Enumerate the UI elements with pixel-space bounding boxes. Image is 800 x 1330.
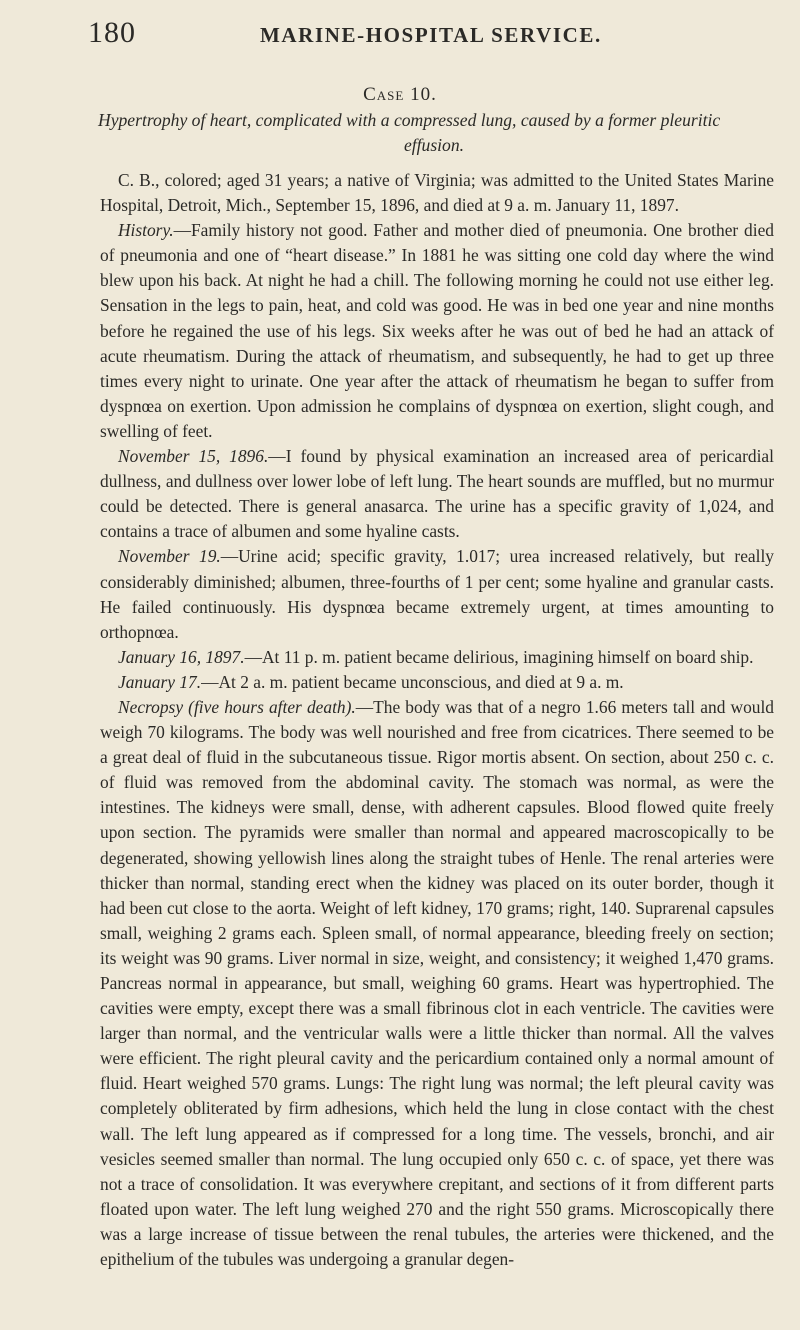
paragraph-nov-15: [100, 444, 774, 544]
paragraph-lead: History.: [118, 220, 174, 241]
paragraph-jan-17: [100, 670, 774, 695]
paragraph-history: [100, 218, 774, 444]
paragraph-nov-19: [100, 544, 774, 644]
subtitle-line-2: effusion.: [403, 135, 465, 155]
paragraph-necropsy: [100, 695, 774, 1272]
paragraph-text: —At 11 p. m. patient became delirious, imagining himself on board ship.: [244, 646, 754, 667]
paragraph-text: C. B., colored; aged 31 years; a native of Virginia; was admitted to the United States Marine Hospital, Detroit, Mich., September 15, 1896, and died at 9 a. m. January 11, 1897.: [100, 170, 774, 216]
paragraph-intro: [100, 168, 774, 218]
paragraph-lead: November 15, 1896.: [118, 446, 269, 467]
page-number: 180: [88, 16, 136, 49]
paragraph-lead: Necropsy (five hours after death).: [118, 696, 356, 717]
case-title: Case 10.: [363, 84, 437, 105]
case-subtitle: [98, 108, 770, 158]
paragraph-text: —Family history not good. Father and mother died of pneumonia. One brother died of pneumonia and one of “heart disease.” In 1881 he was sitting one cold day where the wind blew upon his back. At night he had a chill. The following morning he could not use either leg. Sensation in the legs to pain, heat, and cold was good. He was in bed one year and nine months before he regained the use of his legs. Six weeks after he was out of bed he had an attack of acute rheumatism. During the attack of rheumatism, and subsequently, he had to get up three times every night to urinate. One year after the attack of rheumatism he began to suffer from dyspnœa on exertion. Upon admission he complains of dyspnœa on exertion, slight cough, and swelling of feet.: [100, 220, 774, 441]
paragraph-lead: November 19.: [118, 546, 221, 567]
case-body: [100, 168, 774, 1272]
paragraph-jan-16: [100, 645, 774, 670]
paragraph-lead: January 16, 1897.: [118, 646, 245, 667]
paragraph-lead: January 17.: [118, 671, 202, 692]
paragraph-text: —Urine acid; specific gravity, 1.017; urea increased relatively, but really considerably diminished; albumen, three-fourths of 1 per cent; some hyaline and granular casts. He failed continuously. His dyspnœa became extremely urgent, at times amounting to orthopnœa.: [100, 546, 774, 642]
paragraph-text: —The body was that of a negro 1.66 meters tall and would weigh 70 kilograms. The body was well nourished and free from cicatrices. There seemed to be a great deal of fluid in the subcutaneous tissue. Rigor mortis absent. On section, about 250 c. c. of fluid was removed from the abdominal cavity. The stomach was normal, as were the intestines. The kidneys were small, dense, with adherent capsules. Blood flowed quite freely upon section. The pyramids were smaller than normal and appeared macroscopically to be degenerated, showing yellowish lines along the straight tubes of Henle. The renal arteries were thicker than normal, standing erect when the kidney was placed on its outer border, though it had been cut close to the aorta. Weight of left kidney, 170 grams; right, 140. Suprarenal capsules small, weighing 2 grams each. Spleen small, of normal appearance, bleeding freely on section; its weight was 90 grams. Liver normal in size, weight, and consistency; it weighed 1,470 grams. Pancreas normal in appearance, but small, weighing 60 grams. Heart was hypertrophied. The cavities were empty, except there was a small fibrinous clot in each ventricle. The cavities were larger than normal, and the ventricular walls were a little thicker than normal. All the valves were efficient. The right pleural cavity and the pericardium contained only a normal amount of fluid. Heart weighed 570 grams. Lungs: The right lung was normal; the left pleural cavity was completely obliterated by firm adhesions, which held the lung in close contact with the chest wall. The left lung appeared as if compressed for a long time. The vessels, bronchi, and air vesicles seemed smaller than normal. The lung occupied only 650 c. c. of space, yet there was not a trace of consolidation. It was everywhere crepitant, and sections of it from different parts floated upon water. The left lung weighed 270 and the right 550 grams. Microscopically there was a large increase of tissue between the renal tubules, the arteries were thickened, and the epithelium of the tubules was undergoing a granular degen-: [100, 696, 775, 1270]
paragraph-text: —I found by physical examination an increased area of pericardial dullness, and dullness over lower lobe of left lung. The heart sounds are muffled, but no murmur could be detected. There is general anasarca. The urine has a specific gravity of 1,024, and contains a trace of albumen and some hyaline casts.: [100, 446, 774, 542]
paragraph-text: —At 2 a. m. patient became unconscious, and died at 9 a. m.: [201, 671, 624, 692]
running-head: MARINE-HOSPITAL SERVICE.: [260, 23, 602, 47]
page-header: [88, 16, 778, 50]
subtitle-line-1: Hypertrophy of heart, complicated with a compressed lung, caused by a former pleuritic: [98, 110, 721, 130]
